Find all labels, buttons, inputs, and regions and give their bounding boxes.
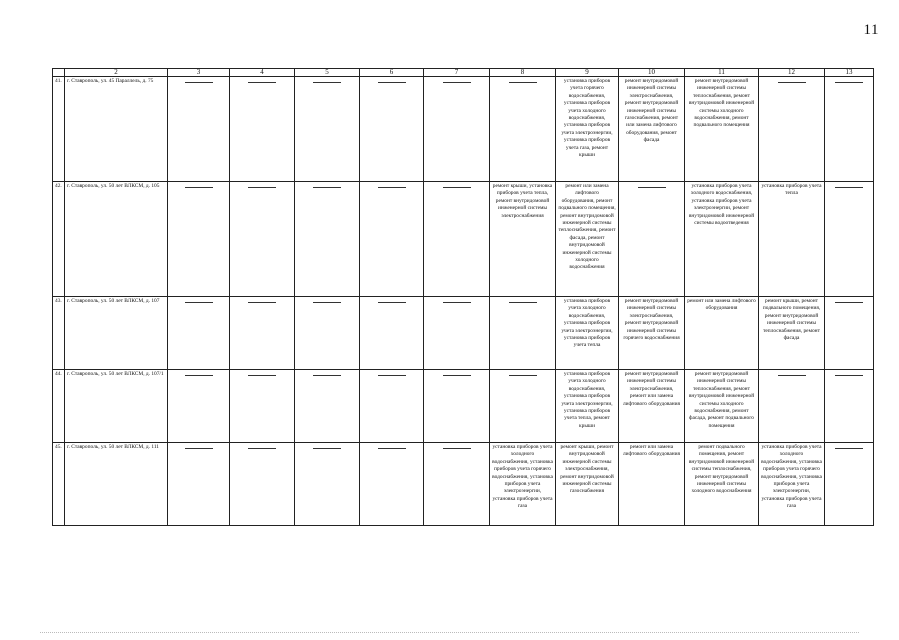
dash-line	[443, 448, 471, 449]
dash-line	[778, 82, 806, 83]
dash-line	[248, 82, 276, 83]
dash-line	[313, 375, 341, 376]
column-number: 11	[685, 69, 759, 77]
column-number: 5	[295, 69, 360, 77]
empty-dash-cell	[168, 182, 230, 297]
empty-dash-cell	[230, 443, 295, 526]
empty-dash-cell	[360, 77, 424, 182]
column-number: 3	[168, 69, 230, 77]
work-cell: ремонт или замена лифтового оборудования	[619, 443, 685, 526]
dash-line	[313, 187, 341, 188]
empty-dash-cell	[295, 77, 360, 182]
work-cell: ремонт внутридомовой инженерной системы электроснабжения, ремонт или замена лифтового оборудования	[619, 370, 685, 443]
dash-line	[378, 187, 406, 188]
empty-dash-cell	[825, 297, 874, 370]
empty-dash-cell	[759, 77, 825, 182]
dash-line	[185, 302, 213, 303]
column-number: 9	[556, 69, 619, 77]
dash-line	[378, 448, 406, 449]
dash-line	[248, 448, 276, 449]
dash-line	[835, 187, 863, 188]
empty-dash-cell	[424, 443, 490, 526]
dash-line	[778, 375, 806, 376]
dash-line	[313, 448, 341, 449]
dash-line	[378, 302, 406, 303]
empty-dash-cell	[424, 182, 490, 297]
empty-dash-cell	[360, 443, 424, 526]
column-number: 6	[360, 69, 424, 77]
dash-line	[509, 82, 537, 83]
empty-dash-cell	[295, 370, 360, 443]
row-number: 41.	[53, 77, 65, 182]
repair-schedule-table	[52, 68, 874, 526]
empty-dash-cell	[490, 297, 556, 370]
dash-line	[638, 187, 666, 188]
empty-dash-cell	[825, 77, 874, 182]
empty-dash-cell	[759, 370, 825, 443]
empty-dash-cell	[230, 370, 295, 443]
dash-line	[185, 187, 213, 188]
address-cell: г. Ставрополь, ул. 50 лет ВЛКСМ, д. 111	[65, 443, 168, 526]
work-cell: ремонт крыши, установка приборов учета тепла, ремонт внутридомовой инженерной системы электроснабжения	[490, 182, 556, 297]
dash-line	[313, 82, 341, 83]
work-cell: установка приборов учета тепла	[759, 182, 825, 297]
table-row	[53, 297, 874, 370]
column-number: 8	[490, 69, 556, 77]
empty-dash-cell	[424, 370, 490, 443]
empty-dash-cell	[168, 77, 230, 182]
dash-line	[835, 82, 863, 83]
empty-dash-cell	[295, 182, 360, 297]
work-cell: установка приборов учета холодного водоснабжения, установка приборов учета электроэнергии, установка приборов учета тепла	[556, 297, 619, 370]
column-number-row	[53, 69, 874, 77]
address-cell: г. Ставрополь, ул. 50 лет ВЛКСМ, д. 105	[65, 182, 168, 297]
empty-dash-cell	[825, 182, 874, 297]
dash-line	[313, 302, 341, 303]
work-cell: установка приборов учета горячего водоснабжения, установка приборов учета холодного водоснабжения, установка приборов учета электроэнергии, установка приборов учета газа, ремонт крыши	[556, 77, 619, 182]
empty-dash-cell	[230, 182, 295, 297]
row-number: 45.	[53, 443, 65, 526]
dash-line	[378, 375, 406, 376]
work-cell: установка приборов учета холодного водоснабжения, установка приборов учета горячего водоснабжения, установка приборов учета электроэнергии, установка приборов учета газа	[490, 443, 556, 526]
column-number: 13	[825, 69, 874, 77]
work-cell: установка приборов учета холодного водоснабжения, установка приборов учета горячего водоснабжения, установка приборов учета электроэнергии, установка приборов учета газа	[759, 443, 825, 526]
work-cell: ремонт внутридомовой инженерной системы электроснабжения, ремонт внутридомовой инженерной системы горячего водоснабжения	[619, 297, 685, 370]
dash-line	[248, 302, 276, 303]
empty-dash-cell	[490, 370, 556, 443]
work-cell: ремонт крыши, ремонт подвального помещения, ремонт внутридомовой инженерной системы теплоснабжения, ремонт фасада	[759, 297, 825, 370]
empty-dash-cell	[168, 370, 230, 443]
work-cell: ремонт внутридомовой инженерной системы электроснабжения, ремонт внутридомовой инженерной системы газоснабжения, ремонт или замена лифтового оборудования, ремонт фасада	[619, 77, 685, 182]
work-cell: ремонт или замена лифтового оборудования	[685, 297, 759, 370]
dash-line	[443, 82, 471, 83]
column-number: 2	[65, 69, 168, 77]
work-cell: ремонт внутридомовой инженерной системы теплоснабжения, ремонт внутридомовой инженерной системы холодного водоснабжения, ремонт фасада, ремонт подвального помещения	[685, 370, 759, 443]
empty-dash-cell	[825, 443, 874, 526]
column-number: 10	[619, 69, 685, 77]
scan-edge-line	[40, 632, 859, 633]
row-number: 43.	[53, 297, 65, 370]
empty-dash-cell	[360, 182, 424, 297]
empty-dash-cell	[295, 443, 360, 526]
empty-dash-cell	[168, 443, 230, 526]
dash-line	[443, 187, 471, 188]
work-cell: ремонт внутридомовой инженерной системы теплоснабжения, ремонт внутридомовой инженерной системы холодного водоснабжения, ремонт подвального помещения	[685, 77, 759, 182]
table-row	[53, 370, 874, 443]
dash-line	[248, 187, 276, 188]
empty-dash-cell	[230, 77, 295, 182]
address-cell: г. Ставрополь, ул. 45 Параллель, д. 75	[65, 77, 168, 182]
address-cell: г. Ставрополь, ул. 50 лет ВЛКСМ, д. 107	[65, 297, 168, 370]
empty-dash-cell	[424, 297, 490, 370]
work-cell: установка приборов учета холодного водоснабжения, установка приборов учета электроэнергии, ремонт внутридомовой инженерной системы водоотведения	[685, 182, 759, 297]
column-number: 12	[759, 69, 825, 77]
dash-line	[509, 302, 537, 303]
dash-line	[443, 375, 471, 376]
table-row	[53, 443, 874, 526]
column-number-blank	[53, 69, 65, 77]
empty-dash-cell	[295, 297, 360, 370]
empty-dash-cell	[230, 297, 295, 370]
empty-dash-cell	[619, 182, 685, 297]
dash-line	[378, 82, 406, 83]
dash-line	[185, 375, 213, 376]
row-number: 42.	[53, 182, 65, 297]
work-cell: ремонт подвального помещения, ремонт внутридомовой инженерной системы теплоснабжения, ремонт внутридомовой инженерной системы холодного водоснабжения	[685, 443, 759, 526]
table-row	[53, 77, 874, 182]
dash-line	[509, 375, 537, 376]
dash-line	[185, 448, 213, 449]
dash-line	[835, 302, 863, 303]
empty-dash-cell	[424, 77, 490, 182]
page-number: 11	[863, 22, 879, 38]
work-cell: установка приборов учета холодного водоснабжения, установка приборов учета электроэнергии, установка приборов учета тепла, ремонт крыши	[556, 370, 619, 443]
empty-dash-cell	[490, 77, 556, 182]
row-number: 44.	[53, 370, 65, 443]
dash-line	[443, 302, 471, 303]
empty-dash-cell	[360, 370, 424, 443]
address-cell: г. Ставрополь, ул. 50 лет ВЛКСМ, д. 107/1	[65, 370, 168, 443]
column-number: 7	[424, 69, 490, 77]
empty-dash-cell	[825, 370, 874, 443]
table-row	[53, 182, 874, 297]
work-cell: ремонт крыши, ремонт внутридомовой инженерной системы электроснабжения, ремонт внутридомовой инженерной системы газоснабжения	[556, 443, 619, 526]
column-number: 4	[230, 69, 295, 77]
dash-line	[248, 375, 276, 376]
empty-dash-cell	[168, 297, 230, 370]
dash-line	[835, 375, 863, 376]
dash-line	[185, 82, 213, 83]
dash-line	[835, 448, 863, 449]
empty-dash-cell	[360, 297, 424, 370]
work-cell: ремонт или замена лифтового оборудования, ремонт подвального помещения, ремонт внутридомовой инженерной системы теплоснабжения, ремонт фасада, ремонт внутридомовой инженерной системы холодного водоснабжения	[556, 182, 619, 297]
